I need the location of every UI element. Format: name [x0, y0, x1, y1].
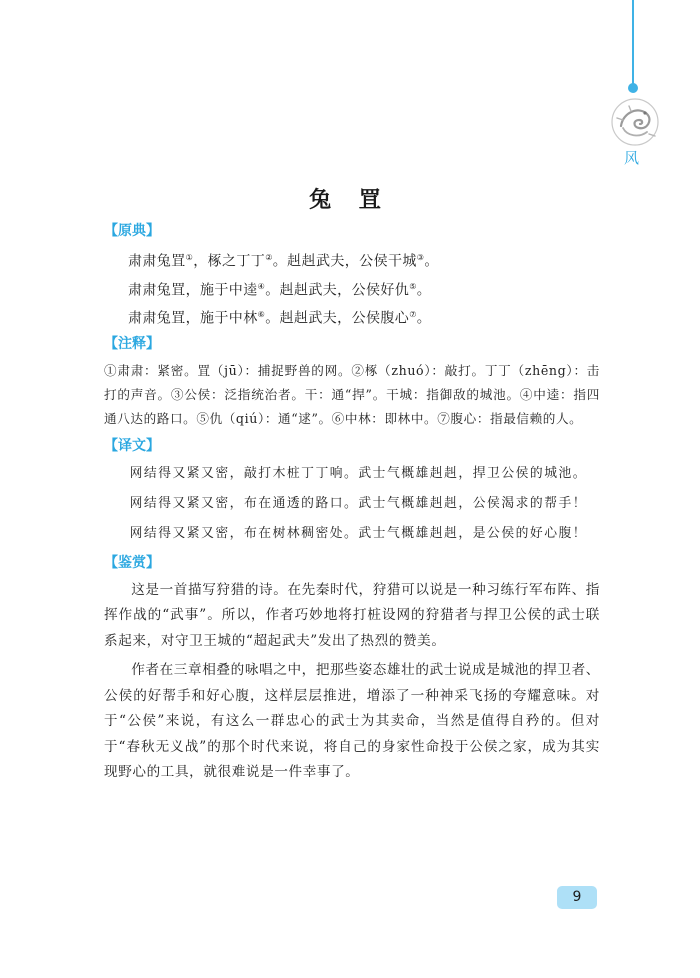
side-decoration-dot: [628, 83, 638, 93]
verse-line: 肃肃兔罝，施于中林⑥。赳赳武夫，公侯腹心⑦。: [128, 310, 432, 327]
verse-line: 肃肃兔罝①，椓之丁丁②。赳赳武夫，公侯干城③。: [128, 253, 439, 270]
translation-paragraph: 网结得又紧又密，敲打木桩丁丁响。武士气概雄赳赳，捍卫公侯的城池。: [129, 465, 588, 481]
zhushi-heading: 【注释】: [104, 335, 160, 352]
notes-paragraph: ①肃肃：紧密。罝（jū）：捕捉野兽的网。②椓（zhuó）：敲打。丁丁（zhēng）：击打的声音。③公侯：泛指统治者。干：通“捍”。干城：指御敌的城池。④中逵：指四通八达的路口。⑤仇（qiú）：通“逑”。⑥中林：即林中。⑦腹心：指最信赖的人。: [104, 362, 600, 426]
translation-paragraph: 网结得又紧又密，布在通透的路口。武士气概雄赳赳，公侯渴求的帮手！: [129, 495, 588, 511]
yiwen-heading: 【译文】: [104, 437, 160, 454]
dragon-emblem-icon: [609, 96, 661, 148]
appreciation-paragraph: 作者在三章相叠的咏唱之中，把那些姿态雄壮的武士说成是城池的捍卫者、公侯的好帮手和好心腹，这样层层推进，增添了一种神采飞扬的夸耀意味。对于“公侯”来说，有这么一群忠心的武士为其卖命，当然是值得自矜的。但对于“春秋无义战”的那个时代来说，将自己的身家性命投于公侯之家，成为其实现野心的工具，就很难说是一件幸事了。: [104, 662, 600, 781]
page-number: 9: [557, 886, 597, 909]
appreciation-paragraph: 这是一首描写狩猎的诗。在先秦时代，狩猎可以说是一种习练行军布阵、指挥作战的“武事”。所以，作者巧妙地将打桩设网的狩猎者与捍卫公侯的武士联系起来，对守卫王城的“超起武夫”发出了热烈的赞美。: [104, 581, 600, 649]
section-name: 风: [624, 149, 640, 167]
translation-paragraph: 网结得又紧又密，布在树林稠密处。武士气概雄赳赳，是公侯的好心腹！: [129, 525, 588, 541]
content: [104, 219, 600, 790]
yuandian-heading: 【原典】: [104, 223, 160, 239]
verse-line: 肃肃兔罝，施于中逵④。赳赳武夫，公侯好仇⑤。: [128, 281, 432, 299]
jianshang-heading: 【鉴赏】: [104, 554, 160, 571]
side-decoration-line: [632, 0, 634, 86]
page-title: 兔 罝: [309, 186, 391, 213]
